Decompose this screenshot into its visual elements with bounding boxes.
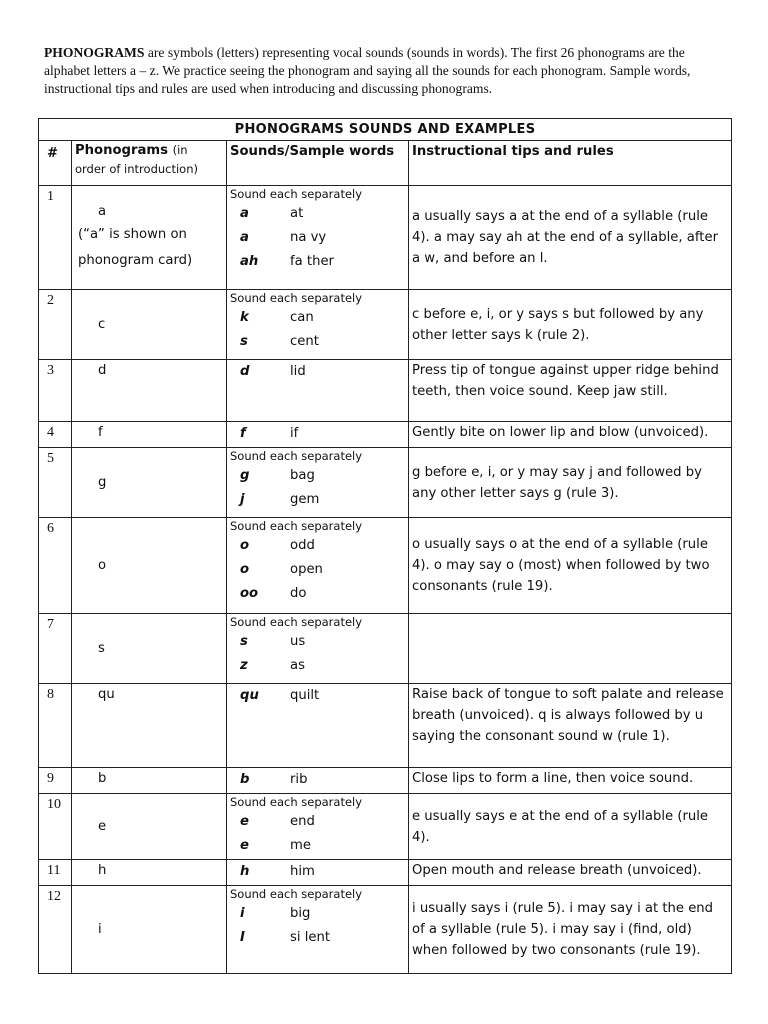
sound-note: Sound each separately — [230, 519, 363, 533]
sounds-cell — [227, 422, 409, 448]
sound: j — [240, 492, 245, 507]
phonogram: c — [98, 317, 106, 332]
sample-word: odd — [290, 538, 315, 553]
sound: f — [240, 426, 246, 441]
phonogram-cell — [72, 614, 227, 684]
tip-cell: Close lips to form a line, then voice sound. — [409, 768, 732, 794]
header-phonograms-note-a: (in — [172, 143, 188, 157]
table-row — [39, 422, 732, 448]
sound-pair — [230, 834, 405, 858]
sounds-cell — [227, 360, 409, 422]
sound: s — [240, 634, 248, 649]
sound-pair — [230, 226, 405, 250]
sounds-cell — [227, 684, 409, 768]
sample-word: quilt — [290, 688, 320, 703]
table-row — [39, 360, 732, 422]
sound: o — [240, 538, 250, 553]
sound: h — [240, 864, 250, 879]
sample-word: si lent — [290, 930, 331, 945]
sounds-cell — [227, 886, 409, 974]
phonogram: a — [98, 204, 107, 219]
phonogram: b — [98, 771, 107, 786]
tip-cell — [409, 614, 732, 684]
sample-word: us — [290, 634, 306, 649]
phonogram-cell — [72, 360, 227, 422]
tip-cell: c before e, i, or y says s but followed by any other letter says k (rule 2). — [409, 290, 732, 360]
sound-pair — [230, 926, 405, 950]
tip-cell: Gently bite on lower lip and blow (unvoiced). — [409, 422, 732, 448]
sound: a — [240, 206, 249, 221]
header-phonograms — [72, 141, 227, 186]
sound: k — [240, 310, 249, 325]
row-number: 3 — [39, 360, 72, 422]
sample-word: cent — [290, 334, 319, 349]
tip-cell: i usually says i (rule 5). i may say i at the end of a syllable (rule 5). i may say i (find, old) when followed by two consonants (rule 19). — [409, 886, 732, 974]
sound: e — [240, 838, 249, 853]
phonogram-cell — [72, 518, 227, 614]
phonogram-cell — [72, 422, 227, 448]
table-row — [39, 448, 732, 518]
sample-word: can — [290, 310, 314, 325]
sound: b — [240, 772, 250, 787]
sound: s — [240, 334, 248, 349]
phonogram: h — [98, 863, 107, 878]
sound-pair — [230, 902, 405, 926]
phonogram: o — [98, 558, 107, 573]
sounds-cell — [227, 794, 409, 860]
header-phonograms-note-b: order of introduction) — [75, 162, 198, 176]
sample-word: if — [290, 426, 299, 441]
sound-pair — [230, 630, 405, 654]
phonogram-cell — [72, 860, 227, 886]
sample-word: open — [290, 562, 323, 577]
phonogram-cell — [72, 886, 227, 974]
tip-cell: Open mouth and release breath (unvoiced). — [409, 860, 732, 886]
sound-pair — [230, 558, 405, 582]
row-number: 8 — [39, 684, 72, 768]
sample-word: fa ther — [290, 254, 334, 269]
sound: a — [240, 230, 249, 245]
sounds-cell — [227, 186, 409, 290]
phonogram-cell — [72, 186, 227, 290]
phonogram-cell — [72, 794, 227, 860]
sound: oo — [240, 586, 259, 601]
table-row — [39, 290, 732, 360]
row-number: 4 — [39, 422, 72, 448]
phonogram: f — [98, 425, 103, 440]
row-number: 11 — [39, 860, 72, 886]
sound-note: Sound each separately — [230, 291, 363, 305]
row-number: 1 — [39, 186, 72, 290]
header-phonograms-label: Phonograms — [75, 143, 168, 158]
sample-word: rib — [290, 772, 308, 787]
sound-note: Sound each separately — [230, 795, 363, 809]
sample-word: do — [290, 586, 307, 601]
intro-paragraph — [44, 44, 734, 98]
sound: z — [240, 658, 248, 673]
phonogram-cell — [72, 768, 227, 794]
phonogram: d — [98, 363, 107, 378]
sound-pair — [230, 202, 405, 226]
phonogram: e — [98, 819, 107, 834]
sound-pair — [230, 330, 405, 354]
sound-pair — [230, 534, 405, 558]
sound: I — [240, 930, 245, 945]
table-row — [39, 186, 732, 290]
table-row — [39, 684, 732, 768]
sound-pair — [230, 810, 405, 834]
sound: i — [240, 906, 245, 921]
sound: g — [240, 468, 250, 483]
sounds-cell — [227, 614, 409, 684]
sample-word: lid — [290, 364, 306, 379]
sample-word: bag — [290, 468, 315, 483]
header-sounds: Sounds/Sample words — [227, 141, 409, 186]
phonogram: s — [98, 641, 105, 656]
header-num: # — [39, 141, 72, 186]
sample-word: at — [290, 206, 304, 221]
phonogram-note: (“a” is shown on phonogram card) — [78, 227, 193, 268]
intro-term: PHONOGRAMS — [44, 45, 145, 60]
table-row — [39, 768, 732, 794]
sounds-cell — [227, 768, 409, 794]
sound-pair — [230, 464, 405, 488]
tip-cell: e usually says e at the end of a syllable (rule 4). — [409, 794, 732, 860]
sound-pair — [230, 860, 405, 884]
sounds-cell — [227, 448, 409, 518]
sound-pair — [230, 360, 405, 384]
phonogram: i — [98, 922, 102, 937]
tip-cell: Raise back of tongue to soft palate and release breath (unvoiced). q is always followed by u saying the consonant sound w (rule 1). — [409, 684, 732, 768]
sample-word: big — [290, 906, 311, 921]
sound-pair — [230, 306, 405, 330]
row-number: 6 — [39, 518, 72, 614]
row-number: 12 — [39, 886, 72, 974]
sound-pair — [230, 768, 405, 792]
sound-note: Sound each separately — [230, 187, 363, 201]
sound-note: Sound each separately — [230, 449, 363, 463]
tip-cell: o usually says o at the end of a syllable (rule 4). o may say o (most) when followed by two consonants (rule 19). — [409, 518, 732, 614]
sample-word: end — [290, 814, 315, 829]
sound-pair — [230, 488, 405, 512]
tip-cell: Press tip of tongue against upper ridge behind teeth, then voice sound. Keep jaw still. — [409, 360, 732, 422]
sound-pair — [230, 422, 405, 446]
phonogram: g — [98, 475, 107, 490]
sample-word: gem — [290, 492, 320, 507]
phonogram-cell — [72, 448, 227, 518]
sample-word: me — [290, 838, 311, 853]
sound-pair — [230, 250, 405, 274]
sound-pair — [230, 654, 405, 678]
row-number: 2 — [39, 290, 72, 360]
table-body — [39, 186, 732, 974]
sample-word: na vy — [290, 230, 327, 245]
tip-cell: a usually says a at the end of a syllable (rule 4). a may say ah at the end of a syllable, after a w, and before an l. — [409, 186, 732, 290]
table-row — [39, 860, 732, 886]
table-row — [39, 886, 732, 974]
sounds-cell — [227, 290, 409, 360]
sample-word: him — [290, 864, 315, 879]
sample-word: as — [290, 658, 305, 673]
table-header-row — [39, 141, 732, 186]
sound-note: Sound each separately — [230, 615, 363, 629]
table-title: PHONOGRAMS SOUNDS AND EXAMPLES — [39, 119, 732, 141]
sound: o — [240, 562, 250, 577]
sound: ah — [240, 254, 259, 269]
row-number: 7 — [39, 614, 72, 684]
sounds-cell — [227, 860, 409, 886]
sound-pair — [230, 582, 405, 606]
row-number: 5 — [39, 448, 72, 518]
tip-cell: g before e, i, or y may say j and followed by any other letter says g (rule 3). — [409, 448, 732, 518]
sound: d — [240, 364, 250, 379]
sound-pair — [230, 684, 405, 708]
table-row — [39, 794, 732, 860]
phonogram: qu — [98, 687, 115, 702]
row-number: 9 — [39, 768, 72, 794]
row-number: 10 — [39, 794, 72, 860]
sound: e — [240, 814, 249, 829]
table-row — [39, 518, 732, 614]
table-row — [39, 614, 732, 684]
intro-text: are symbols (letters) representing vocal sounds (sounds in words). The first 26 phonograms are the alphabet letters a – z. We practice seeing the phonogram and saying all the sounds for each phonogram. Sample words, instructional tips and rules are used when introducing and discussing phonograms. — [44, 45, 691, 96]
sound: qu — [240, 688, 259, 703]
sound-note: Sound each separately — [230, 887, 363, 901]
phonogram-table — [38, 118, 732, 974]
header-tips: Instructional tips and rules — [409, 141, 732, 186]
sounds-cell — [227, 518, 409, 614]
phonogram-cell — [72, 684, 227, 768]
phonogram-cell — [72, 290, 227, 360]
